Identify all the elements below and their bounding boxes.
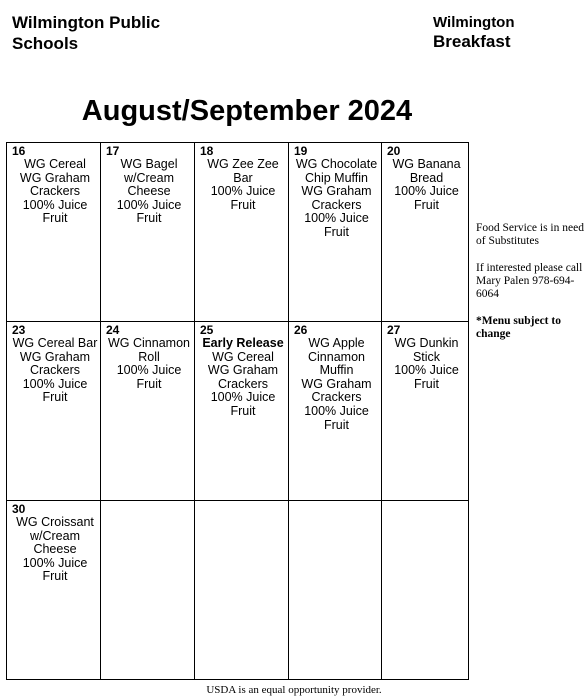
day-number: 30 bbox=[12, 502, 26, 516]
menu-item: Fruit bbox=[136, 376, 162, 391]
program-line2: Breakfast bbox=[433, 32, 511, 51]
menu-item: 100% Juice bbox=[394, 363, 459, 378]
menu-item: 100% Juice bbox=[304, 403, 369, 418]
menu-item: 100% Juice bbox=[116, 363, 182, 378]
day-cell bbox=[289, 322, 382, 501]
day-cell bbox=[195, 501, 289, 680]
program-name bbox=[433, 14, 515, 52]
menu-item: Fruit bbox=[42, 211, 68, 226]
school-name: Wilmington Public Schools bbox=[12, 13, 161, 53]
week-row bbox=[7, 143, 469, 322]
menu-items bbox=[12, 158, 98, 226]
day-cell bbox=[382, 501, 469, 680]
day-number: 20 bbox=[387, 144, 401, 158]
menu-calendar bbox=[6, 142, 469, 680]
menu-item: 100% Juice bbox=[210, 390, 276, 405]
menu-items bbox=[294, 337, 379, 432]
day-cell bbox=[195, 322, 289, 501]
menu-item: WG Bagel w/Cream Cheese bbox=[120, 157, 178, 199]
menu-item: Fruit bbox=[414, 376, 439, 391]
menu-item: WG Graham Crackers bbox=[207, 363, 279, 391]
day-number: 23 bbox=[12, 323, 26, 337]
menu-items bbox=[106, 337, 192, 391]
day-number: 18 bbox=[200, 144, 214, 158]
sidebar-notes bbox=[476, 222, 586, 355]
day-number: 16 bbox=[12, 144, 26, 158]
menu-item: Fruit bbox=[42, 569, 68, 584]
menu-item: 100% Juice bbox=[394, 184, 459, 199]
day-number: 27 bbox=[387, 323, 401, 337]
menu-title: August/September 2024 bbox=[81, 95, 413, 127]
menu-items bbox=[200, 337, 286, 419]
menu-items bbox=[12, 337, 98, 405]
menu-items bbox=[294, 158, 379, 240]
week-row bbox=[7, 322, 469, 501]
menu-item: WG Dunkin Stick bbox=[394, 336, 459, 364]
menu-disclaimer: *Menu subject to change bbox=[476, 315, 561, 340]
day-cell bbox=[289, 143, 382, 322]
menu-item: WG Graham Crackers bbox=[19, 170, 91, 199]
menu-item: WG Chocolate Chip Muffin bbox=[295, 157, 378, 185]
menu-item: WG Cereal bbox=[212, 349, 274, 364]
menu-item: WG Cereal Bar bbox=[12, 336, 98, 350]
menu-item: 100% Juice bbox=[22, 376, 88, 391]
menu-item: WG Zee Zee Bar bbox=[207, 157, 279, 185]
menu-item: WG Croissant w/Cream Cheese bbox=[16, 515, 94, 557]
menu-item: Fruit bbox=[324, 224, 349, 239]
day-cell bbox=[195, 143, 289, 322]
menu-item: 100% Juice bbox=[210, 184, 276, 199]
menu-item: 100% Juice bbox=[304, 211, 369, 226]
day-number: 26 bbox=[294, 323, 308, 337]
day-cell bbox=[101, 501, 195, 680]
day-cell bbox=[101, 143, 195, 322]
usda-footer: USDA is an equal opportunity provider. bbox=[206, 684, 382, 696]
substitutes-notice: Food Service is in need of Substitutes bbox=[476, 222, 584, 247]
menu-item: WG Graham Crackers bbox=[19, 349, 91, 378]
menu-item: WG Apple Cinnamon Muffin bbox=[308, 336, 365, 378]
day-number: 24 bbox=[106, 323, 120, 337]
menu-items bbox=[387, 337, 466, 391]
day-cell bbox=[101, 322, 195, 501]
menu-item: Fruit bbox=[230, 403, 256, 418]
week-row bbox=[7, 501, 469, 680]
menu-item: WG Banana Bread bbox=[392, 157, 461, 185]
menu-item: Fruit bbox=[414, 197, 439, 212]
day-cell bbox=[382, 322, 469, 501]
menu-items bbox=[12, 516, 98, 584]
menu-items bbox=[200, 158, 286, 212]
menu-item: WG Graham Crackers bbox=[301, 376, 372, 405]
day-number: 25 bbox=[200, 323, 214, 337]
day-cell bbox=[7, 143, 101, 322]
menu-item: Fruit bbox=[230, 197, 256, 212]
day-cell bbox=[7, 501, 101, 680]
day-cell bbox=[382, 143, 469, 322]
menu-item: Fruit bbox=[324, 417, 349, 432]
menu-item: WG Cereal bbox=[24, 157, 86, 171]
menu-item: Fruit bbox=[42, 390, 68, 405]
day-note: Early Release bbox=[202, 336, 284, 350]
menu-item: Fruit bbox=[136, 211, 162, 226]
menu-item: 100% Juice bbox=[116, 197, 182, 212]
menu-items bbox=[106, 158, 192, 226]
menu-item: 100% Juice bbox=[22, 197, 88, 212]
menu-item: WG Cinnamon Roll bbox=[108, 336, 190, 364]
day-number: 19 bbox=[294, 144, 308, 158]
day-number: 17 bbox=[106, 144, 120, 158]
day-cell bbox=[289, 501, 382, 680]
day-cell bbox=[7, 322, 101, 501]
contact-info: If interested please call Mary Palen 978-694-6064 bbox=[476, 262, 583, 300]
menu-item: WG Graham Crackers bbox=[301, 184, 372, 212]
program-line1: Wilmington bbox=[433, 14, 515, 31]
menu-item: 100% Juice bbox=[22, 555, 88, 570]
menu-items bbox=[387, 158, 466, 212]
